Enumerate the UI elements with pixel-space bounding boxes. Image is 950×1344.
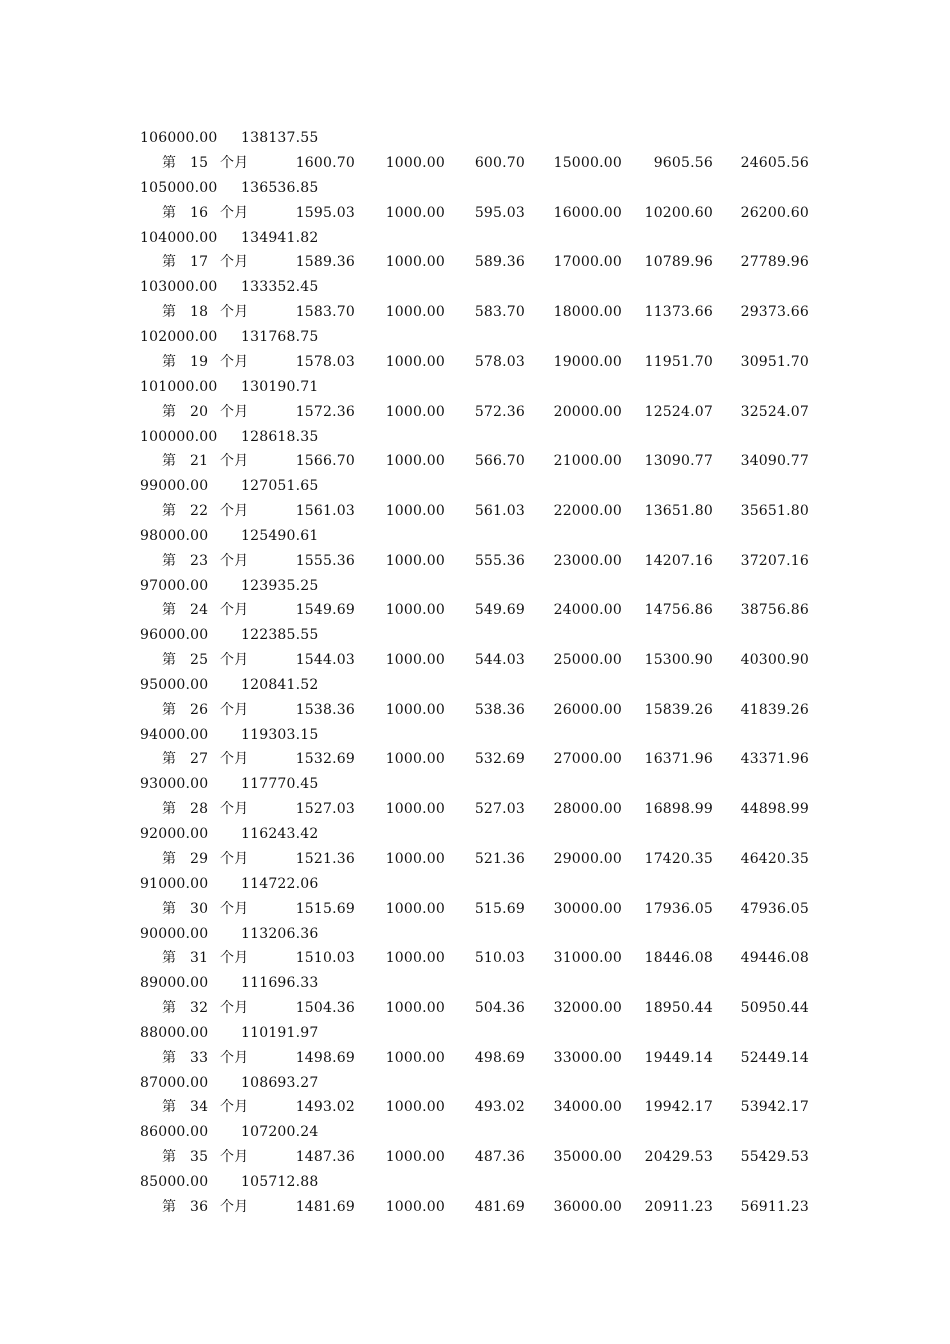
continuation-value: 103000.00 [140, 279, 218, 295]
amount-cell: 25000.00 [553, 652, 622, 668]
month-suffix: 个月 [220, 702, 249, 718]
month-prefix: 第 [162, 354, 177, 370]
amount-cell: 1000.00 [385, 304, 445, 320]
month-suffix: 个月 [220, 503, 249, 519]
continuation-value: 123935.25 [241, 578, 319, 594]
amount-cell: 1000.00 [385, 751, 445, 767]
amount-cell: 1000.00 [385, 354, 445, 370]
month-prefix: 第 [162, 1149, 177, 1165]
amount-cell: 19000.00 [553, 354, 622, 370]
month-row [0, 799, 950, 819]
amount-cell: 1000.00 [385, 205, 445, 221]
month-row [0, 899, 950, 919]
month-row [0, 998, 950, 1018]
month-prefix: 第 [162, 254, 177, 270]
continuation-line [0, 725, 950, 745]
amount-cell: 487.36 [474, 1149, 525, 1165]
month-suffix: 个月 [220, 155, 249, 171]
continuation-line [0, 427, 950, 447]
amount-cell: 55429.53 [740, 1149, 809, 1165]
amount-cell: 1532.69 [295, 751, 355, 767]
continuation-value: 105000.00 [140, 180, 218, 196]
amount-cell: 583.70 [474, 304, 525, 320]
month-number: 20 [190, 404, 209, 420]
month-number: 25 [190, 652, 209, 668]
month-suffix: 个月 [220, 553, 249, 569]
amount-cell: 20000.00 [553, 404, 622, 420]
amount-cell: 1515.69 [295, 901, 355, 917]
month-prefix: 第 [162, 304, 177, 320]
amount-cell: 16000.00 [553, 205, 622, 221]
amount-cell: 1000.00 [385, 254, 445, 270]
amount-cell: 34000.00 [553, 1099, 622, 1115]
amount-cell: 11951.70 [644, 354, 713, 370]
amount-cell: 1544.03 [295, 652, 355, 668]
continuation-value: 89000.00 [140, 975, 209, 991]
continuation-value: 101000.00 [140, 379, 218, 395]
continuation-line [0, 277, 950, 297]
amount-cell: 1000.00 [385, 950, 445, 966]
continuation-value: 125490.61 [241, 528, 319, 544]
month-suffix: 个月 [220, 602, 249, 618]
month-suffix: 个月 [220, 453, 249, 469]
amount-cell: 29373.66 [740, 304, 809, 320]
month-number: 23 [190, 553, 209, 569]
amount-cell: 19942.17 [644, 1099, 713, 1115]
month-prefix: 第 [162, 801, 177, 817]
continuation-line [0, 1023, 950, 1043]
continuation-value: 110191.97 [241, 1025, 319, 1041]
continuation-value: 85000.00 [140, 1174, 209, 1190]
amount-cell: 15000.00 [553, 155, 622, 171]
month-number: 26 [190, 702, 209, 718]
month-prefix: 第 [162, 751, 177, 767]
amount-cell: 38756.86 [740, 602, 809, 618]
amount-cell: 1572.36 [295, 404, 355, 420]
month-row [0, 551, 950, 571]
amount-cell: 28000.00 [553, 801, 622, 817]
amount-cell: 1595.03 [295, 205, 355, 221]
month-row [0, 600, 950, 620]
amount-cell: 555.36 [474, 553, 525, 569]
amount-cell: 44898.99 [740, 801, 809, 817]
amount-cell: 17420.35 [644, 851, 713, 867]
amount-cell: 595.03 [474, 205, 525, 221]
amount-cell: 1510.03 [295, 950, 355, 966]
amount-cell: 1600.70 [295, 155, 355, 171]
month-row [0, 849, 950, 869]
month-number: 22 [190, 503, 209, 519]
amount-cell: 538.36 [474, 702, 525, 718]
amount-cell: 1000.00 [385, 404, 445, 420]
month-row [0, 451, 950, 471]
continuation-value: 102000.00 [140, 329, 218, 345]
continuation-value: 86000.00 [140, 1124, 209, 1140]
continuation-value: 113206.36 [241, 926, 319, 942]
amount-cell: 1000.00 [385, 652, 445, 668]
month-prefix: 第 [162, 453, 177, 469]
amount-cell: 27000.00 [553, 751, 622, 767]
month-number: 18 [190, 304, 209, 320]
month-prefix: 第 [162, 602, 177, 618]
amount-cell: 17000.00 [553, 254, 622, 270]
amount-cell: 498.69 [474, 1050, 525, 1066]
continuation-line [0, 1073, 950, 1093]
month-suffix: 个月 [220, 851, 249, 867]
amount-cell: 30951.70 [740, 354, 809, 370]
month-row [0, 1097, 950, 1117]
amount-cell: 1000.00 [385, 602, 445, 618]
amount-cell: 15300.90 [644, 652, 713, 668]
month-suffix: 个月 [220, 652, 249, 668]
amount-cell: 35651.80 [740, 503, 809, 519]
month-row [0, 252, 950, 272]
continuation-value: 120841.52 [241, 677, 319, 693]
amount-cell: 1555.36 [295, 553, 355, 569]
amount-cell: 30000.00 [553, 901, 622, 917]
continuation-value: 90000.00 [140, 926, 209, 942]
continuation-line [0, 1172, 950, 1192]
month-number: 31 [190, 950, 209, 966]
amount-cell: 16371.96 [644, 751, 713, 767]
continuation-value: 95000.00 [140, 677, 209, 693]
amount-cell: 1000.00 [385, 702, 445, 718]
amount-cell: 43371.96 [740, 751, 809, 767]
amount-cell: 13651.80 [644, 503, 713, 519]
month-number: 35 [190, 1149, 209, 1165]
continuation-value: 133352.45 [241, 279, 319, 295]
amount-cell: 56911.23 [740, 1199, 809, 1215]
amount-cell: 1566.70 [295, 453, 355, 469]
amount-cell: 12524.07 [644, 404, 713, 420]
continuation-line [0, 824, 950, 844]
month-prefix: 第 [162, 503, 177, 519]
continuation-value: 93000.00 [140, 776, 209, 792]
amount-cell: 1549.69 [295, 602, 355, 618]
continuation-value: 131768.75 [241, 329, 319, 345]
continuation-value: 116243.42 [241, 826, 319, 842]
continuation-value: 98000.00 [140, 528, 209, 544]
amount-cell: 561.03 [474, 503, 525, 519]
amount-cell: 18446.08 [644, 950, 713, 966]
month-prefix: 第 [162, 404, 177, 420]
amount-cell: 29000.00 [553, 851, 622, 867]
continuation-value: 117770.45 [241, 776, 319, 792]
amount-cell: 1561.03 [295, 503, 355, 519]
amount-cell: 493.02 [474, 1099, 525, 1115]
continuation-value: 94000.00 [140, 727, 209, 743]
month-suffix: 个月 [220, 1149, 249, 1165]
amount-cell: 15839.26 [644, 702, 713, 718]
continuation-value: 114722.06 [241, 876, 319, 892]
month-row [0, 650, 950, 670]
month-suffix: 个月 [220, 354, 249, 370]
month-number: 30 [190, 901, 209, 917]
continuation-value: 105712.88 [241, 1174, 319, 1190]
continuation-value: 87000.00 [140, 1075, 209, 1091]
continuation-value: 136536.85 [241, 180, 319, 196]
continuation-value: 92000.00 [140, 826, 209, 842]
amount-cell: 27789.96 [740, 254, 809, 270]
month-number: 15 [190, 155, 209, 171]
month-number: 28 [190, 801, 209, 817]
month-prefix: 第 [162, 1199, 177, 1215]
amount-cell: 52449.14 [740, 1050, 809, 1066]
month-prefix: 第 [162, 652, 177, 668]
continuation-value: 91000.00 [140, 876, 209, 892]
amount-cell: 36000.00 [553, 1199, 622, 1215]
month-suffix: 个月 [220, 1199, 249, 1215]
amount-cell: 566.70 [474, 453, 525, 469]
continuation-value: 130190.71 [241, 379, 319, 395]
amount-cell: 1498.69 [295, 1050, 355, 1066]
continuation-value: 127051.65 [241, 478, 319, 494]
month-suffix: 个月 [220, 254, 249, 270]
amount-cell: 22000.00 [553, 503, 622, 519]
amount-cell: 481.69 [474, 1199, 525, 1215]
continuation-line [0, 874, 950, 894]
amount-cell: 24000.00 [553, 602, 622, 618]
month-prefix: 第 [162, 1000, 177, 1016]
amount-cell: 1000.00 [385, 1149, 445, 1165]
month-row [0, 948, 950, 968]
month-number: 19 [190, 354, 209, 370]
month-suffix: 个月 [220, 304, 249, 320]
continuation-value: 122385.55 [241, 627, 319, 643]
month-row [0, 1197, 950, 1217]
month-prefix: 第 [162, 851, 177, 867]
continuation-value: 119303.15 [241, 727, 319, 743]
amount-cell: 10200.60 [644, 205, 713, 221]
amount-cell: 1493.02 [295, 1099, 355, 1115]
amount-cell: 31000.00 [553, 950, 622, 966]
amount-cell: 510.03 [474, 950, 525, 966]
month-row [0, 501, 950, 521]
amount-cell: 1000.00 [385, 901, 445, 917]
amount-cell: 26200.60 [740, 205, 809, 221]
continuation-value: 107200.24 [241, 1124, 319, 1140]
continuation-line [0, 625, 950, 645]
month-suffix: 个月 [220, 404, 249, 420]
month-suffix: 个月 [220, 205, 249, 221]
continuation-value: 108693.27 [241, 1075, 319, 1091]
continuation-value: 104000.00 [140, 230, 218, 246]
amount-cell: 10789.96 [644, 254, 713, 270]
amount-cell: 1487.36 [295, 1149, 355, 1165]
continuation-line [0, 973, 950, 993]
continuation-value: 88000.00 [140, 1025, 209, 1041]
amount-cell: 53942.17 [740, 1099, 809, 1115]
amount-cell: 32524.07 [740, 404, 809, 420]
amount-cell: 1527.03 [295, 801, 355, 817]
month-number: 32 [190, 1000, 209, 1016]
amount-cell: 14756.86 [644, 602, 713, 618]
amount-cell: 1578.03 [295, 354, 355, 370]
amount-cell: 1538.36 [295, 702, 355, 718]
month-prefix: 第 [162, 950, 177, 966]
month-prefix: 第 [162, 553, 177, 569]
amount-cell: 46420.35 [740, 851, 809, 867]
month-suffix: 个月 [220, 751, 249, 767]
amount-cell: 41839.26 [740, 702, 809, 718]
amount-cell: 20911.23 [644, 1199, 713, 1215]
month-prefix: 第 [162, 901, 177, 917]
continuation-value: 100000.00 [140, 429, 218, 445]
amount-cell: 24605.56 [740, 155, 809, 171]
month-suffix: 个月 [220, 901, 249, 917]
continuation-value: 111696.33 [241, 975, 319, 991]
month-row [0, 1147, 950, 1167]
amount-cell: 19449.14 [644, 1050, 713, 1066]
amount-cell: 33000.00 [553, 1050, 622, 1066]
amount-cell: 1000.00 [385, 553, 445, 569]
amount-cell: 504.36 [474, 1000, 525, 1016]
amount-cell: 600.70 [474, 155, 525, 171]
continuation-value: 106000.00 [140, 130, 218, 146]
amount-cell: 50950.44 [740, 1000, 809, 1016]
amount-cell: 1000.00 [385, 801, 445, 817]
amount-cell: 35000.00 [553, 1149, 622, 1165]
amount-cell: 589.36 [474, 254, 525, 270]
amount-cell: 1000.00 [385, 503, 445, 519]
month-suffix: 个月 [220, 1050, 249, 1066]
amount-cell: 1521.36 [295, 851, 355, 867]
amount-cell: 26000.00 [553, 702, 622, 718]
month-prefix: 第 [162, 205, 177, 221]
continuation-value: 96000.00 [140, 627, 209, 643]
amount-cell: 1000.00 [385, 1050, 445, 1066]
month-prefix: 第 [162, 155, 177, 171]
amount-cell: 49446.08 [740, 950, 809, 966]
month-prefix: 第 [162, 1099, 177, 1115]
amount-cell: 18950.44 [644, 1000, 713, 1016]
amount-cell: 521.36 [474, 851, 525, 867]
amount-cell: 32000.00 [553, 1000, 622, 1016]
continuation-line [0, 178, 950, 198]
continuation-value: 97000.00 [140, 578, 209, 594]
month-number: 16 [190, 205, 209, 221]
amount-cell: 18000.00 [553, 304, 622, 320]
amount-cell: 1000.00 [385, 155, 445, 171]
amount-cell: 13090.77 [644, 453, 713, 469]
amount-cell: 1481.69 [295, 1199, 355, 1215]
month-row [0, 203, 950, 223]
continuation-line [0, 377, 950, 397]
amount-cell: 515.69 [474, 901, 525, 917]
continuation-line [0, 476, 950, 496]
continuation-value: 134941.82 [241, 230, 319, 246]
month-number: 17 [190, 254, 209, 270]
month-row [0, 749, 950, 769]
continuation-line [0, 228, 950, 248]
amount-cell: 40300.90 [740, 652, 809, 668]
continuation-line [0, 327, 950, 347]
amount-cell: 17936.05 [644, 901, 713, 917]
month-row [0, 302, 950, 322]
continuation-value: 138137.55 [241, 130, 319, 146]
amount-cell: 1000.00 [385, 453, 445, 469]
amount-cell: 527.03 [474, 801, 525, 817]
month-number: 36 [190, 1199, 209, 1215]
amount-cell: 532.69 [474, 751, 525, 767]
month-number: 34 [190, 1099, 209, 1115]
month-row [0, 402, 950, 422]
month-number: 29 [190, 851, 209, 867]
amount-cell: 544.03 [474, 652, 525, 668]
month-suffix: 个月 [220, 1000, 249, 1016]
month-prefix: 第 [162, 1050, 177, 1066]
continuation-line [0, 774, 950, 794]
month-number: 24 [190, 602, 209, 618]
amount-cell: 1504.36 [295, 1000, 355, 1016]
amount-cell: 9605.56 [653, 155, 713, 171]
continuation-line [0, 924, 950, 944]
month-number: 33 [190, 1050, 209, 1066]
amount-cell: 1000.00 [385, 1000, 445, 1016]
amount-cell: 1589.36 [295, 254, 355, 270]
month-number: 27 [190, 751, 209, 767]
month-number: 21 [190, 453, 209, 469]
month-row [0, 700, 950, 720]
amount-cell: 23000.00 [553, 553, 622, 569]
amount-cell: 37207.16 [740, 553, 809, 569]
amount-cell: 16898.99 [644, 801, 713, 817]
continuation-line [0, 576, 950, 596]
continuation-line [0, 526, 950, 546]
amount-cell: 1000.00 [385, 851, 445, 867]
amount-cell: 21000.00 [553, 453, 622, 469]
amount-cell: 47936.05 [740, 901, 809, 917]
amount-cell: 1000.00 [385, 1199, 445, 1215]
amount-cell: 1583.70 [295, 304, 355, 320]
amount-cell: 1000.00 [385, 1099, 445, 1115]
amount-cell: 549.69 [474, 602, 525, 618]
amount-cell: 578.03 [474, 354, 525, 370]
amount-cell: 20429.53 [644, 1149, 713, 1165]
month-suffix: 个月 [220, 801, 249, 817]
continuation-line [0, 1122, 950, 1142]
amount-cell: 14207.16 [644, 553, 713, 569]
continuation-line [0, 128, 950, 148]
month-row [0, 352, 950, 372]
amount-cell: 34090.77 [740, 453, 809, 469]
amount-cell: 572.36 [474, 404, 525, 420]
continuation-value: 99000.00 [140, 478, 209, 494]
amount-cell: 11373.66 [644, 304, 713, 320]
month-suffix: 个月 [220, 950, 249, 966]
continuation-line [0, 675, 950, 695]
month-prefix: 第 [162, 702, 177, 718]
month-row [0, 153, 950, 173]
month-suffix: 个月 [220, 1099, 249, 1115]
continuation-value: 128618.35 [241, 429, 319, 445]
month-row [0, 1048, 950, 1068]
